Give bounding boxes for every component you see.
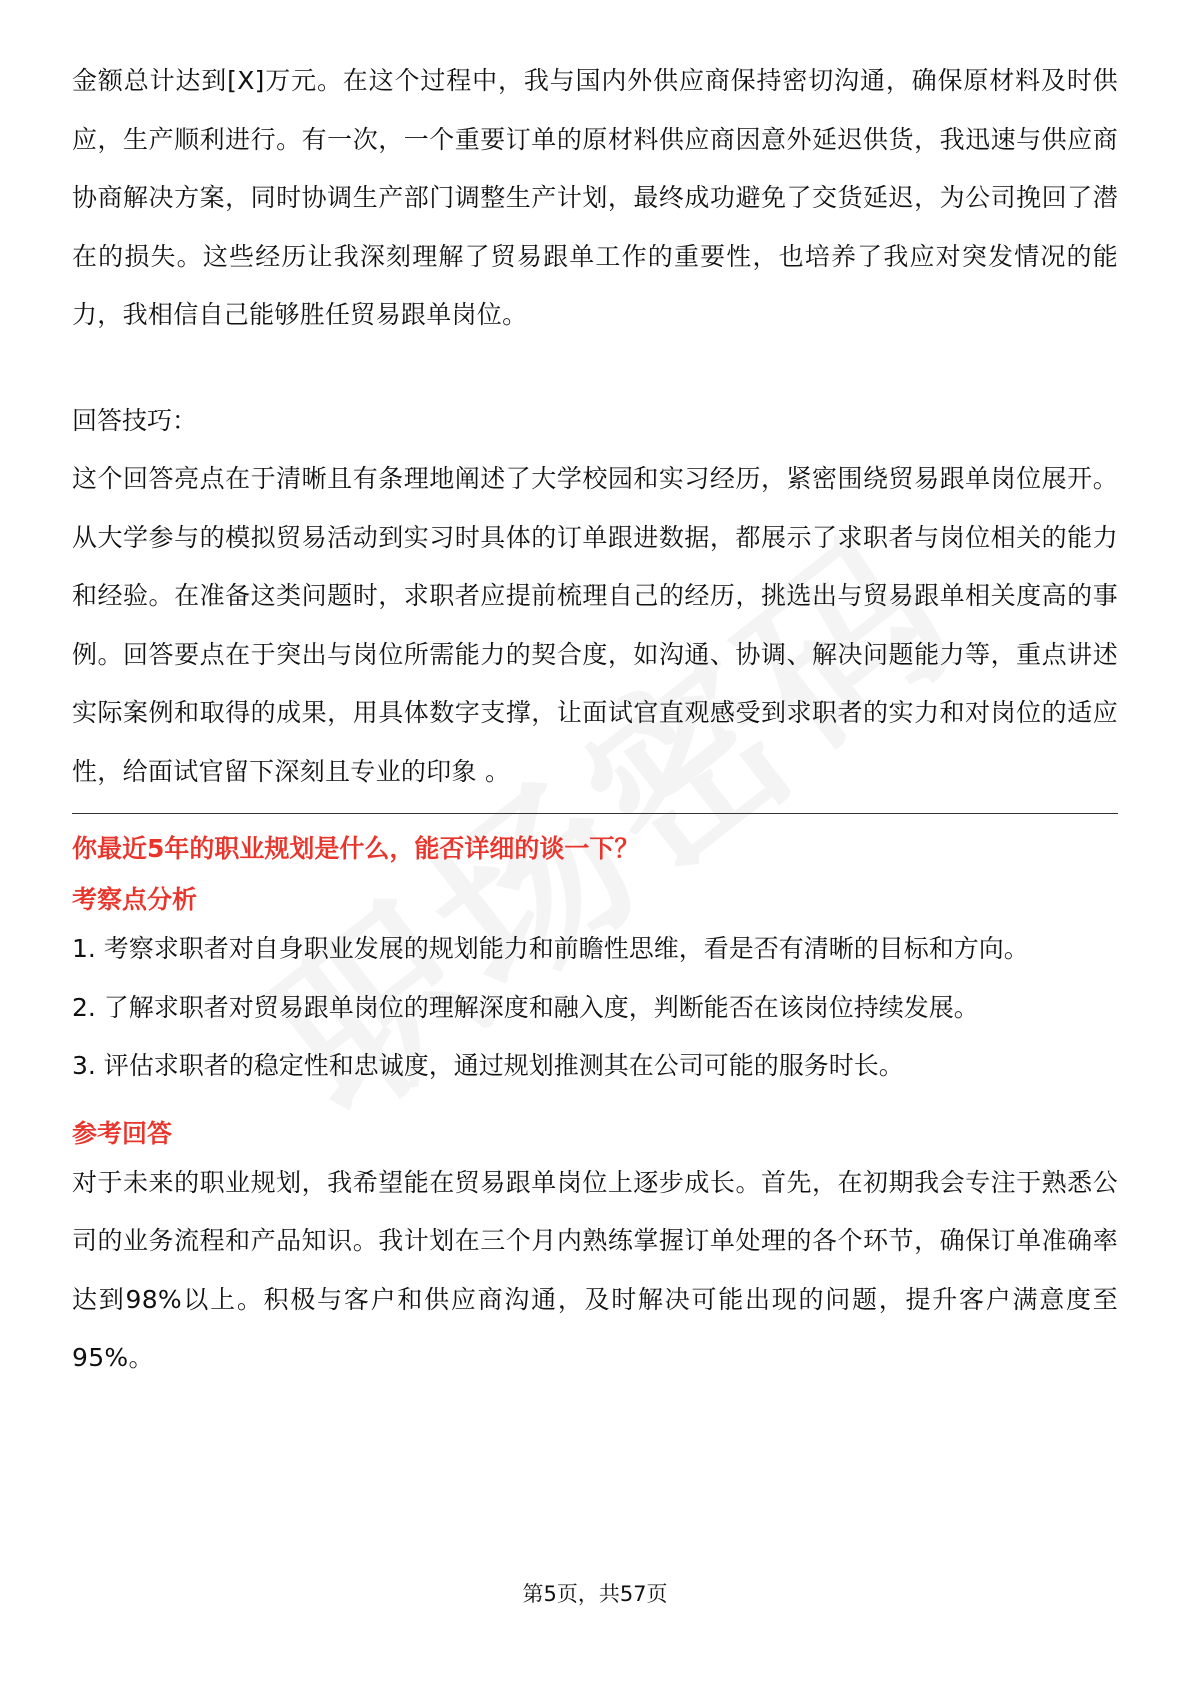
tips-paragraph: 这个回答亮点在于清晰且有条理地阐述了大学校园和实习经历，紧密围绕贸易跟单岗位展开。从大学参与的模拟贸易活动到实习时具体的订单跟进数据，都展示了求职者与岗位相关的能力和经验。在准备这类问题时，求职者应提前梳理自己的经历，挑选出与贸易跟单相关度高的事例。回答要点在于突出与岗位所需能力的契合度，如沟通、协调、解决问题能力等，重点讲述实际案例和取得的成果，用具体数字支撑，让面试官直观感受到求职者的实力和对岗位的适应性，给面试官留下深刻且专业的印象 。 [72,464,1118,786]
reference-answer-heading: 参考回答 [72,1118,173,1148]
analysis-heading: 考察点分析 [72,885,198,914]
page-content [72,52,1118,1388]
analysis-item: 2. 了解求职者对贸易跟单岗位的理解深度和融入度，判断能否在该岗位持续发展。 [72,992,979,1022]
analysis-list [72,920,1118,1096]
page-number: 第5页，共57页 [522,1582,668,1606]
analysis-item: 3. 评估求职者的稳定性和忠诚度，通过规划推测其在公司可能的服务时长。 [72,1051,904,1080]
reference-answer-paragraph: 对于未来的职业规划，我希望能在贸易跟单岗位上逐步成长。首先，在初期我会专注于熟悉公司的业务流程和产品知识。我计划在三个月内熟练掌握订单处理的各个环节，确保订单准确率达到98%以上。积极与客户和供应商沟通，及时解决可能出现的问题，提升客户满意度至95%。 [72,1167,1118,1372]
tips-heading: 回答技巧： [72,405,198,435]
section-divider [72,813,1118,814]
continued-answer-paragraph: 金额总计达到[X]万元。在这个过程中，我与国内外供应商保持密切沟通，确保原材料及时供应，生产顺利进行。有一次，一个重要订单的原材料供应商因意外延迟供货，我迅速与供应商协商解决方案，同时协调生产部门调整生产计划，最终成功避免了交货延迟，为公司挽回了潜在的损失。这些经历让我深刻理解了贸易跟单工作的重要性，也培养了我应对突发情况的能力，我相信自己能够胜任贸易跟单岗位。 [72,66,1118,329]
question-title: 你最近5年的职业规划是什么，能否详细的谈一下？ [72,834,640,863]
analysis-item: 1. 考察求职者对自身职业发展的规划能力和前瞻性思维，看是否有清晰的目标和方向。 [72,934,1029,963]
